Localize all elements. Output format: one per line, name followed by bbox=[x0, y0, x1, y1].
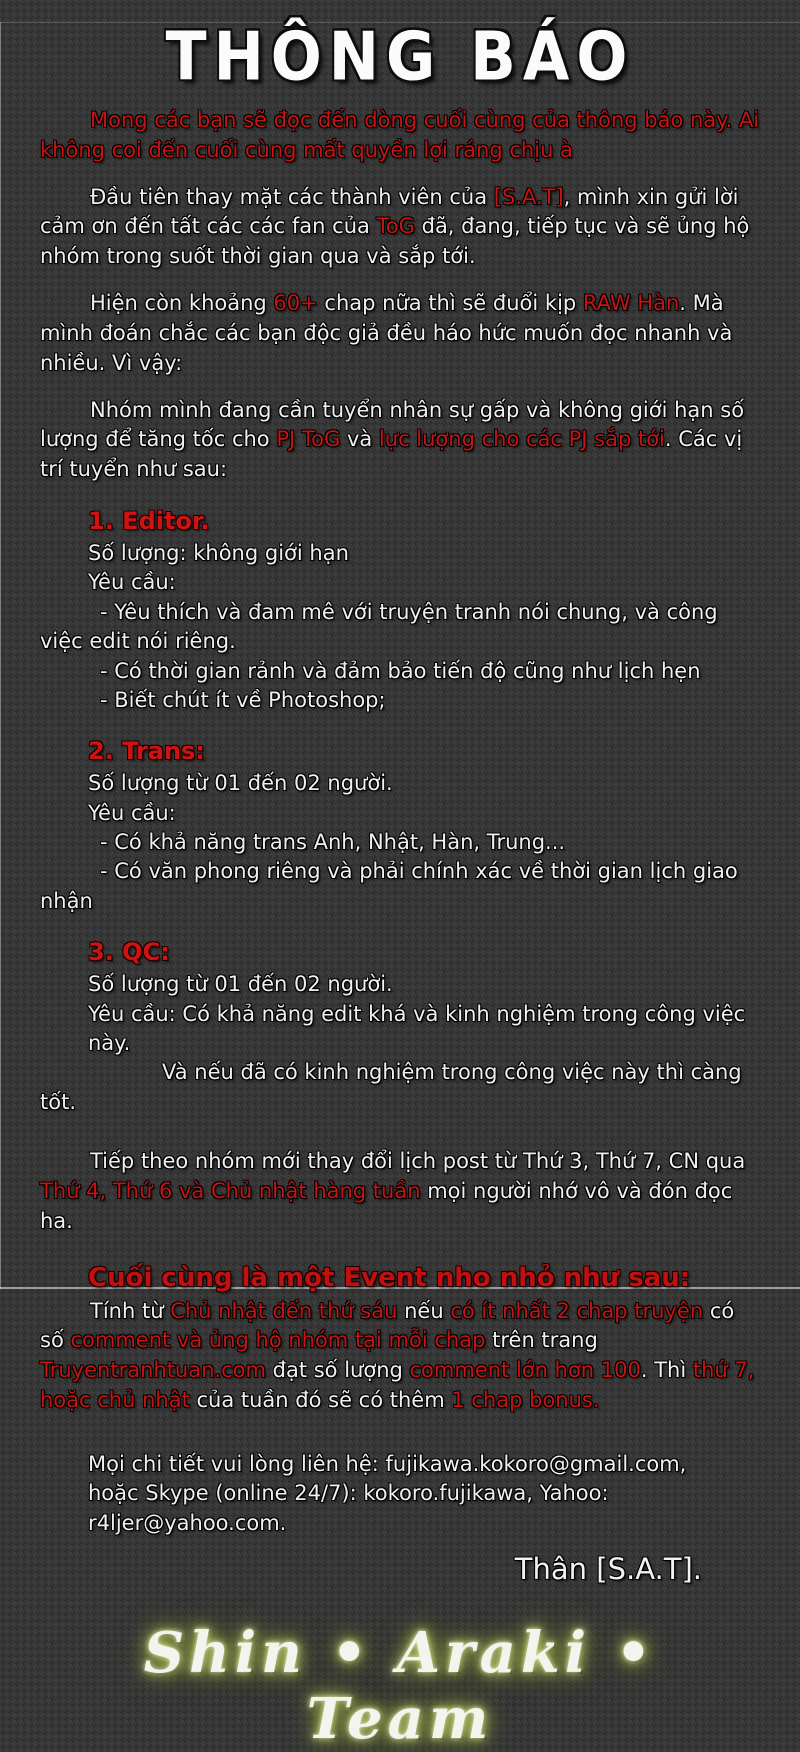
warning-paragraph: Mong các bạn sẽ đọc đến dòng cuối cùng của thông báo này. Ai không coi đến cuối cùng mất quyền lợi ráng chịu à bbox=[40, 108, 760, 162]
section-editor bbox=[40, 507, 760, 715]
section-qc-line: Yêu cầu: Có khả năng edit khá và kinh nghiệm trong công việc này. bbox=[88, 1001, 746, 1056]
contact-line-email: Mọi chi tiết vui lòng liên hệ: fujikawa.kokoro@gmail.com, bbox=[88, 1451, 687, 1476]
section-trans bbox=[40, 737, 760, 916]
section-editor-line: - Có thời gian rảnh và đảm bảo tiến độ cũng như lịch hẹn bbox=[100, 658, 701, 683]
section-qc-heading: 3. QC: bbox=[88, 938, 170, 967]
team-logo: Shin • Araki • Team bbox=[143, 1620, 657, 1752]
announcement-page bbox=[0, 17, 800, 1752]
schedule-paragraph: Tiếp theo nhóm mới thay đổi lịch post từ Thứ 3, Thứ 7, CN qua Thứ 4, Thứ 6 và Chủ nhật hàng tuần mọi người nhớ vô và đón đọc ha. bbox=[40, 1149, 746, 1233]
signature: Thân [S.A.T]. bbox=[514, 1552, 702, 1587]
section-trans-line: - Có khả năng trans Anh, Nhật, Hàn, Trung... bbox=[100, 830, 566, 855]
section-trans-heading: 2. Trans: bbox=[88, 737, 205, 766]
contact-line-skype-yahoo: hoặc Skype (online 24/7): kokoro.fujikawa, Yahoo: r4ljer@yahoo.com. bbox=[88, 1481, 609, 1535]
progress-paragraph: Hiện còn khoảng 60+ chap nữa thì sẽ đuổi kịp RAW Hàn. Mà mình đoán chắc các bạn độc giả đều háo hức muốn đọc nhanh và nhiều. Vì vậy: bbox=[40, 291, 733, 375]
section-trans-line: Yêu cầu: bbox=[88, 800, 176, 825]
section-trans-line: - Có văn phong riêng và phải chính xác về thời gian lịch giao nhận bbox=[40, 859, 738, 913]
section-qc bbox=[40, 938, 760, 1117]
event-paragraph: Tính từ Chủ nhật đến thứ sáu nếu có ít nhất 2 chap truyện có số comment và ủng hộ nhóm tại mỗi chap trên trang Truyentranhtuan.com đạt số lượng comment lớn hơn 100. Thì thứ 7, hoặc chủ nhật của tuần đó sẽ có thêm 1 chap bonus. bbox=[40, 1298, 755, 1413]
section-qc-line: Và nếu đã có kinh nghiệm trong công việc này thì càng tốt. bbox=[40, 1060, 742, 1114]
section-editor-line: Số lượng: không giới hạn bbox=[88, 540, 349, 565]
page-title: THÔNG BÁO bbox=[165, 17, 635, 97]
thanks-paragraph: Đầu tiên thay mặt các thành viên của [S.A.T], mình xin gửi lời cảm ơn đến tất các các fan của ToG đã, đang, tiếp tục và sẽ ủng hộ nhóm trong suốt thời gian qua và sắp tới. bbox=[40, 184, 750, 269]
recruit-paragraph: Nhóm mình đang cần tuyển nhân sự gấp và không giới hạn số lượng để tăng tốc cho PJ ToG và lực lượng cho các PJ sắp tới. Các vị trí tuyển như sau: bbox=[40, 397, 745, 482]
contact-block bbox=[40, 1450, 760, 1586]
section-editor-line: Yêu cầu: bbox=[88, 570, 176, 595]
event-heading: Cuối cùng là một Event nho nhỏ như sau: bbox=[88, 1262, 691, 1293]
section-qc-line: Số lượng từ 01 đến 02 người. bbox=[88, 972, 393, 997]
announcement-content bbox=[0, 17, 800, 1752]
section-trans-line: Số lượng từ 01 đến 02 người. bbox=[88, 771, 393, 796]
section-editor-line: - Biết chút ít về Photoshop; bbox=[100, 687, 386, 712]
section-editor-heading: 1. Editor. bbox=[88, 506, 210, 535]
section-editor-line: - Yêu thích và đam mê với truyện tranh nói chung, và công việc edit nói riêng. bbox=[40, 599, 718, 654]
